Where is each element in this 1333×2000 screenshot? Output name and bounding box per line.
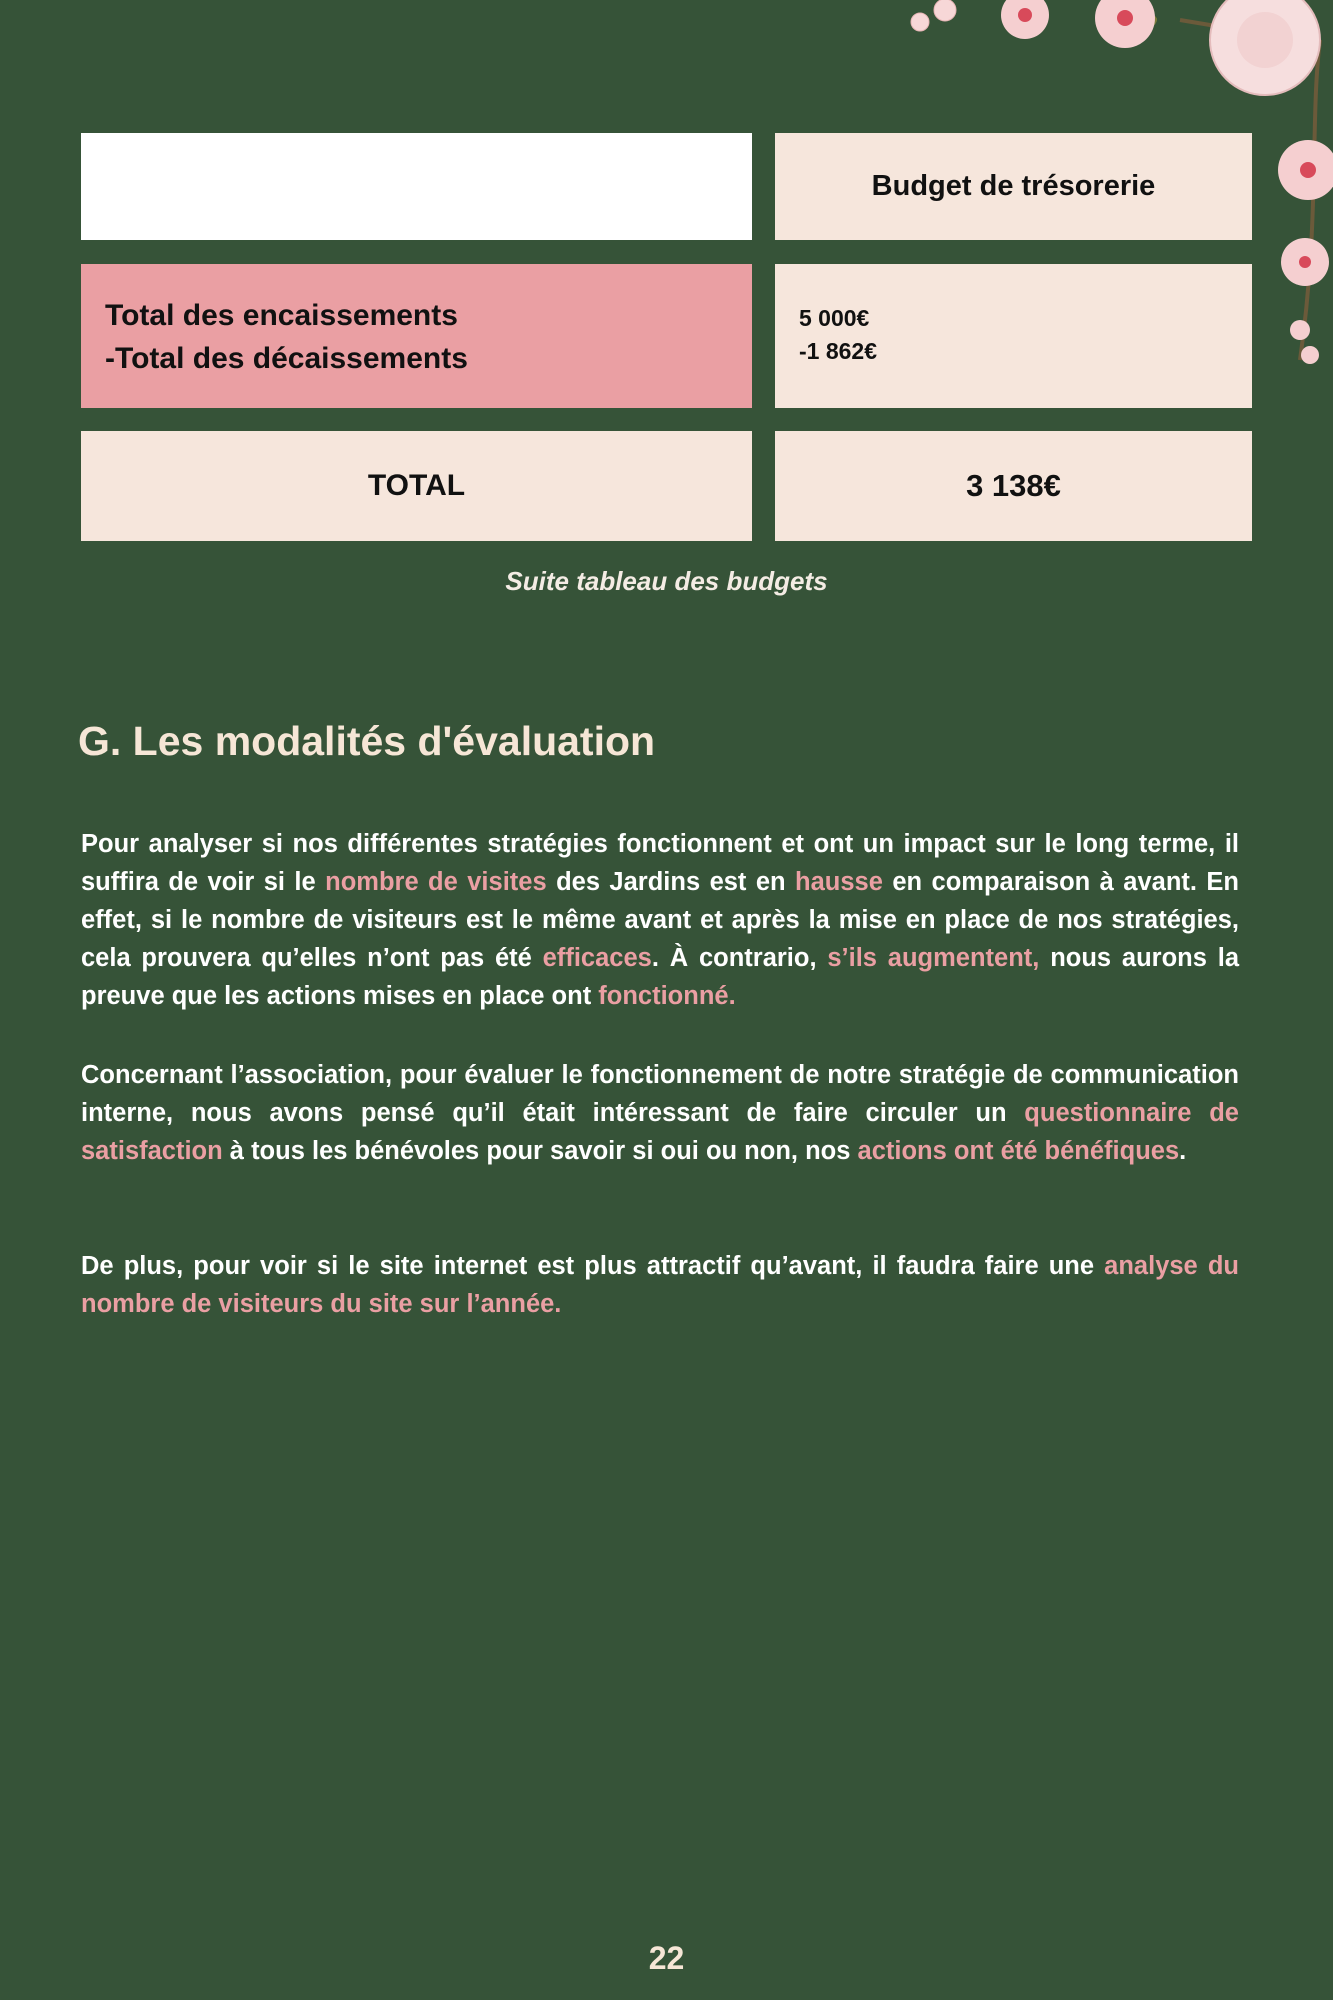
highlight-span: hausse xyxy=(795,868,883,896)
table-caption: Suite tableau des budgets xyxy=(505,566,828,596)
page-number: 22 xyxy=(648,1940,685,1976)
highlight-span: efficaces xyxy=(542,944,652,972)
text-span: des Jardins est en xyxy=(546,868,796,896)
table-row-labels xyxy=(81,264,752,408)
paragraph-association xyxy=(81,1056,1239,1170)
table-row-values xyxy=(775,264,1252,408)
text-span: à tous les bénévoles pour savoir si oui ou non, nos xyxy=(222,1137,858,1165)
highlight-span: s’ils augmentent, xyxy=(827,944,1040,972)
section-heading: G. Les modalités d'évaluation xyxy=(78,718,656,764)
text-span: Pour analyser si nos différentes stratégies fonctionnent et ont un impact sur le long terme, il suffira de voir si le xyxy=(81,830,1239,896)
text-span: nous aurons la preuve que les actions mises en place ont xyxy=(81,944,1240,1010)
highlight-span: analyse du nombre de visiteurs du site sur l’année. xyxy=(81,1252,1239,1318)
text-span: Concernant l’association, pour évaluer le fonctionnement de notre stratégie de communication interne, nous avons pensé qu’il était intéressant de faire circuler un xyxy=(81,1061,1239,1127)
highlight-span: questionnaire de satisfaction xyxy=(81,1099,1239,1165)
label-decaissements: -Total des décaissements xyxy=(105,342,468,375)
value-decaissements: -1 862€ xyxy=(799,338,878,364)
total-value: 3 138€ xyxy=(775,431,1252,541)
paragraph-strategies xyxy=(81,825,1239,1015)
value-encaissements: 5 000€ xyxy=(799,305,870,331)
text-span: . À contrario, xyxy=(651,944,828,972)
highlight-span: actions ont été bénéfiques xyxy=(857,1137,1180,1165)
text-span: De plus, pour voir si le site internet est plus attractif qu’avant, il faudra faire une xyxy=(81,1252,1105,1280)
highlight-span: nombre de visites xyxy=(325,868,547,896)
highlight-span: fonctionné. xyxy=(598,982,736,1010)
table-header-empty-cell xyxy=(81,133,752,240)
label-encaissements: Total des encaissements xyxy=(105,299,458,332)
paragraph-website xyxy=(81,1247,1239,1323)
total-label: TOTAL xyxy=(81,431,752,541)
text-span: . xyxy=(1179,1137,1187,1165)
table-header-budget: Budget de trésorerie xyxy=(775,133,1252,240)
text-span: en comparaison à avant. En effet, si le nombre de visiteurs est le même avant et après la mise en place de nos stratégies, cela prouvera qu’elles n’ont pas été xyxy=(81,868,1239,972)
